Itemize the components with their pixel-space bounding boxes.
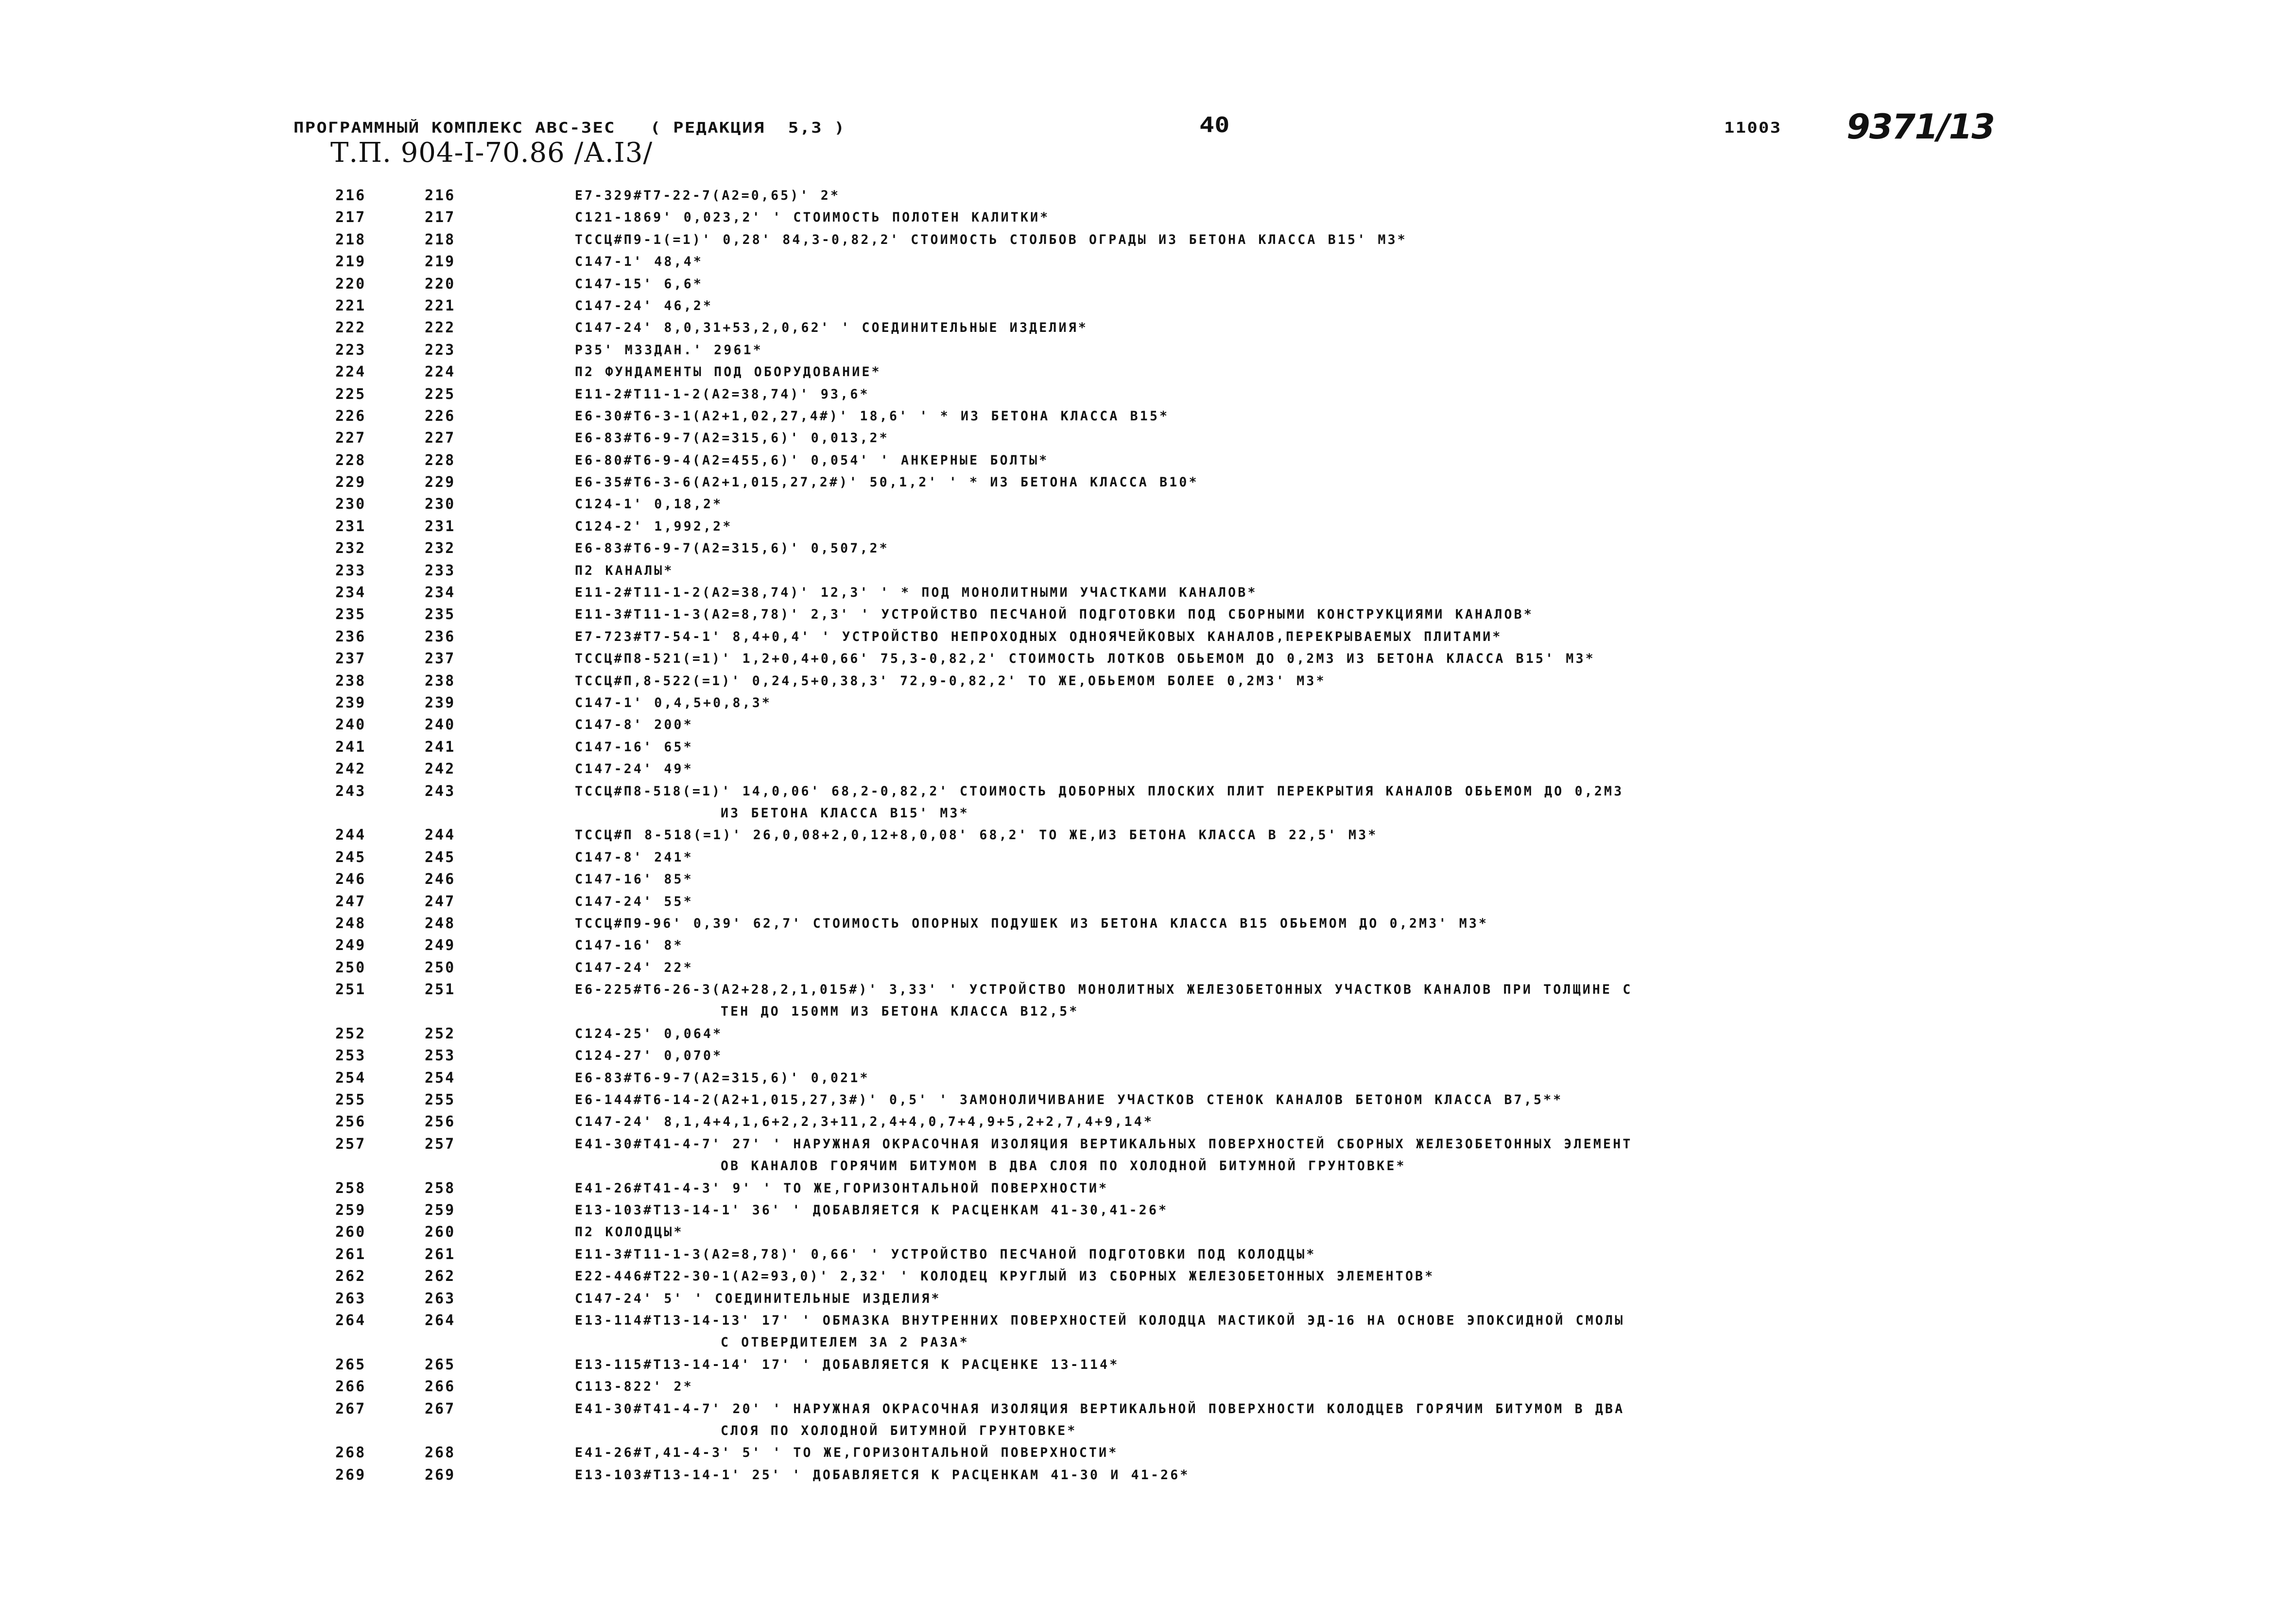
- record-text: [575, 582, 2013, 604]
- listing-row: [0, 1045, 2296, 1067]
- record-text-line: С147-24' 8,0,31+53,2,0,62' ' СОЕДИНИТЕЛЬНЫЕ ИЗДЕЛИЯ*: [575, 320, 1088, 336]
- record-number: 228: [425, 451, 456, 469]
- listing-row: [0, 758, 2296, 780]
- record-number: 251: [425, 981, 456, 999]
- line-number: 239: [335, 694, 366, 711]
- record-text: [575, 1310, 2033, 1354]
- record-text-line: С147-24' 5' ' СОЕДИНИТЕЛЬНЫЕ ИЗДЕЛИЯ*: [575, 1291, 941, 1306]
- line-number: 240: [335, 716, 366, 734]
- record-text-line: ТССЦ#П9-96' 0,39' 62,7' СТОИМОСТЬ ОПОРНЫХ ПОДУШЕК ИЗ БЕТОНА КЛАССА В15 ОБЬЕМОМ ДО 0,2М3' М3*: [575, 916, 1489, 931]
- record-text: [575, 471, 2013, 493]
- line-number: 256: [335, 1113, 366, 1131]
- record-text-line: Е13-115#Т13-14-14' 17' ' ДОБАВЛЯЕТСЯ К РАСЦЕНКЕ 13-114*: [575, 1357, 1120, 1372]
- record-text-line: Е41-26#Т41-4-3' 9' ' ТО ЖЕ,ГОРИЗОНТАЛЬНОЙ ПОВЕРХНОСТИ*: [575, 1180, 1109, 1196]
- record-number: 237: [425, 650, 456, 668]
- estimate-listing: [0, 185, 2296, 1486]
- record-text: [575, 185, 2013, 207]
- line-number: 252: [335, 1025, 366, 1042]
- record-number: 268: [425, 1444, 456, 1462]
- line-number: 249: [335, 937, 366, 954]
- record-text: [575, 648, 2013, 670]
- record-number: 220: [425, 275, 456, 293]
- record-number: 247: [425, 893, 456, 910]
- line-number: 230: [335, 496, 366, 513]
- record-number: 262: [425, 1268, 456, 1285]
- line-number: 255: [335, 1091, 366, 1109]
- record-text-line: Е6-83#Т6-9-7(А2=315,6)' 0,013,2*: [575, 431, 889, 446]
- record-number: 224: [425, 363, 456, 381]
- record-text: [575, 405, 2013, 427]
- record-number: 269: [425, 1466, 456, 1484]
- record-text-line: Е6-30#Т6-3-1(А2+1,02,27,4#)' 18,6' ' * ИЗ БЕТОНА КЛАССА В15*: [575, 408, 1170, 424]
- record-text-line: С147-24' 55*: [575, 894, 693, 909]
- record-text-line: Е11-2#Т11-1-2(А2=38,74)' 93,6*: [575, 386, 870, 402]
- record-number: 229: [425, 474, 456, 491]
- record-text-line: С124-2' 1,992,2*: [575, 518, 733, 534]
- record-number: 264: [425, 1312, 456, 1329]
- record-number: 217: [425, 209, 456, 226]
- listing-row: [0, 295, 2296, 317]
- record-text-line: С147-16' 85*: [575, 872, 693, 887]
- listing-row: [0, 979, 2296, 1023]
- listing-row: [0, 1111, 2296, 1133]
- listing-row: [0, 1288, 2296, 1310]
- record-text: [575, 824, 2013, 846]
- line-number: 245: [335, 848, 366, 866]
- record-number: 245: [425, 848, 456, 866]
- line-number: 238: [335, 672, 366, 690]
- listing-row: [0, 427, 2296, 449]
- record-text: [575, 934, 2013, 956]
- sheet-number-handwritten: 9371/13: [1847, 107, 1994, 147]
- record-number: 234: [425, 584, 456, 602]
- listing-row: [0, 516, 2296, 537]
- listing-row: [0, 361, 2296, 383]
- record-text: [575, 516, 2013, 537]
- record-text-continuation: С ОТВЕРДИТЕЛЕМ ЗА 2 РАЗА*: [721, 1335, 969, 1350]
- record-text-line: С113-822' 2*: [575, 1379, 693, 1395]
- record-text: [575, 1398, 2033, 1442]
- listing-row: [0, 736, 2296, 758]
- page-number: 40: [1199, 113, 1230, 138]
- record-number: 219: [425, 253, 456, 271]
- record-number: 256: [425, 1113, 456, 1131]
- listing-row: [0, 493, 2296, 515]
- record-text: [575, 670, 2013, 692]
- listing-row: [0, 339, 2296, 361]
- line-number: 233: [335, 562, 366, 579]
- listing-row: [0, 185, 2296, 207]
- document-code: 11003: [1724, 120, 1782, 137]
- record-number: 261: [425, 1245, 456, 1263]
- listing-row: [0, 604, 2296, 625]
- record-number: 253: [425, 1047, 456, 1065]
- record-number: 227: [425, 430, 456, 447]
- record-text-line: Е6-225#Т6-26-3(А2+28,2,1,015#)' 3,33' ' УСТРОЙСТВО МОНОЛИТНЫХ ЖЕЛЕЗОБЕТОННЫХ УЧАСТКОВ КАНАЛОВ ПРИ ТОЛЩИНЕ С: [575, 982, 1633, 998]
- line-number: 243: [335, 782, 366, 800]
- record-number: 242: [425, 760, 456, 778]
- listing-row: [0, 648, 2296, 670]
- line-number: 226: [335, 407, 366, 425]
- record-text: [575, 714, 2013, 736]
- record-number: 240: [425, 716, 456, 734]
- line-number: 250: [335, 959, 366, 976]
- record-number: 267: [425, 1400, 456, 1417]
- line-number: 225: [335, 385, 366, 403]
- record-text: [575, 604, 2013, 625]
- listing-row: [0, 1310, 2296, 1354]
- record-text: [575, 1045, 2013, 1067]
- record-text-line: С147-16' 8*: [575, 938, 684, 953]
- record-text: [575, 1376, 2013, 1398]
- record-number: 250: [425, 959, 456, 976]
- record-text-continuation: СЛОЯ ПО ХОЛОДНОЙ БИТУМНОЙ ГРУНТОВКЕ*: [721, 1423, 1077, 1438]
- record-text: [575, 537, 2013, 559]
- listing-row: [0, 560, 2296, 582]
- record-text-line: Е6-83#Т6-9-7(А2=315,6)' 0,021*: [575, 1070, 870, 1086]
- line-number: 247: [335, 893, 366, 910]
- record-number: 232: [425, 540, 456, 557]
- record-number: 263: [425, 1290, 456, 1307]
- record-number: 233: [425, 562, 456, 579]
- record-text-line: С147-15' 6,6*: [575, 276, 704, 292]
- record-number: 254: [425, 1069, 456, 1087]
- line-number: 219: [335, 253, 366, 271]
- line-number: 258: [335, 1179, 366, 1197]
- record-text: [575, 979, 2033, 1023]
- record-number: 244: [425, 827, 456, 844]
- record-text-line: С124-25' 0,064*: [575, 1026, 723, 1041]
- record-number: 225: [425, 385, 456, 403]
- record-number: 266: [425, 1378, 456, 1396]
- listing-row: [0, 273, 2296, 295]
- record-number: 221: [425, 297, 456, 314]
- listing-row: [0, 957, 2296, 979]
- line-number: 222: [335, 319, 366, 337]
- record-number: 248: [425, 915, 456, 932]
- record-text: [575, 361, 2013, 383]
- program-header: ПРОГРАММНЫЙ КОМПЛЕКС АВС-3ЕС ( РЕДАКЦИЯ 5,3 ): [293, 120, 846, 137]
- listing-row: [0, 1089, 2296, 1111]
- record-text: [575, 295, 2013, 317]
- record-text: [575, 1111, 2013, 1133]
- record-text-line: Е6-83#Т6-9-7(А2=315,6)' 0,507,2*: [575, 541, 889, 556]
- record-number: 246: [425, 871, 456, 888]
- record-text-line: Р35' МЗЗДАН.' 2961*: [575, 342, 763, 358]
- listing-row: [0, 1398, 2296, 1442]
- record-text: [575, 891, 2013, 913]
- record-number: 239: [425, 694, 456, 711]
- record-text-line: Е6-144#Т6-14-2(А2+1,015,27,3#)' 0,5' ' ЗАМОНОЛИЧИВАНИЕ УЧАСТКОВ СТЕНОК КАНАЛОВ БЕТОНОМ КЛАССА В7,5**: [575, 1092, 1563, 1108]
- listing-row: [0, 1376, 2296, 1398]
- record-text: [575, 207, 2013, 228]
- line-number: 257: [335, 1135, 366, 1153]
- line-number: 235: [335, 606, 366, 623]
- line-number: 265: [335, 1356, 366, 1373]
- listing-row: [0, 1067, 2296, 1089]
- record-number: 235: [425, 606, 456, 623]
- record-text-line: Е7-329#Т7-22-7(А2=0,65)' 2*: [575, 188, 841, 203]
- record-text-line: С124-27' 0,070*: [575, 1048, 723, 1064]
- record-text: [575, 317, 2013, 339]
- record-text-line: Е41-30#Т41-4-7' 20' ' НАРУЖНАЯ ОКРАСОЧНАЯ ИЗОЛЯЦИЯ ВЕРТИКАЛЬНОЙ ПОВЕРХНОСТИ КОЛОДЦЕВ ГОРЯЧИМ БИТУМОМ В ДВА: [575, 1401, 1625, 1417]
- record-text-line: С121-1869' 0,023,2' ' СТОИМОСТЬ ПОЛОТЕН КАЛИТКИ*: [575, 210, 1050, 225]
- record-text-line: ТССЦ#П8-521(=1)' 1,2+0,4+0,66' 75,3-0,82,2' СТОИМОСТЬ ЛОТКОВ ОБЬЕМОМ ДО 0,2М3 ИЗ БЕТОНА КЛАССА В15' М3*: [575, 651, 1595, 667]
- record-text: [575, 339, 2013, 361]
- record-number: 236: [425, 628, 456, 645]
- record-text-line: С147-1' 0,4,5+0,8,3*: [575, 695, 772, 710]
- record-text: [575, 1133, 2033, 1177]
- record-text: [575, 957, 2013, 979]
- record-text-line: Е6-35#Т6-3-6(А2+1,015,27,2#)' 50,1,2' ' * ИЗ БЕТОНА КЛАССА В10*: [575, 475, 1199, 490]
- listing-row: [0, 317, 2296, 339]
- record-text-line: П2 ФУНДАМЕНТЫ ПОД ОБОРУДОВАНИЕ*: [575, 364, 881, 380]
- record-number: 252: [425, 1025, 456, 1042]
- record-text-line: С147-8' 200*: [575, 717, 693, 733]
- record-text: [575, 868, 2013, 890]
- record-text-line: ТССЦ#П9-1(=1)' 0,28' 84,3-0,82,2' СТОИМОСТЬ СТОЛБОВ ОГРАДЫ ИЗ БЕТОНА КЛАССА В15' М3*: [575, 232, 1407, 247]
- line-number: 261: [335, 1245, 366, 1263]
- line-number: 264: [335, 1312, 366, 1329]
- listing-row: [0, 207, 2296, 228]
- line-number: 224: [335, 363, 366, 381]
- line-number: 266: [335, 1378, 366, 1396]
- project-number: Т.П. 904-I-70.86 /А.I3/: [330, 137, 653, 169]
- record-text: [575, 1244, 2013, 1265]
- listing-row: [0, 824, 2296, 846]
- record-text: [575, 913, 2013, 934]
- listing-row: [0, 1354, 2296, 1376]
- listing-row: [0, 471, 2296, 493]
- line-number: 269: [335, 1466, 366, 1484]
- record-text-line: Е6-80#Т6-9-4(А2=455,6)' 0,054' ' АНКЕРНЫЕ БОЛТЫ*: [575, 452, 1049, 468]
- record-text-line: Е13-103#Т13-14-1' 36' ' ДОБАВЛЯЕТСЯ К РАСЦЕНКАМ 41-30,41-26*: [575, 1203, 1169, 1218]
- record-text: [575, 1023, 2013, 1045]
- listing-row: [0, 1464, 2296, 1486]
- record-text: [575, 493, 2013, 515]
- record-number: 260: [425, 1224, 456, 1241]
- record-text-line: Е41-30#Т41-4-7' 27' ' НАРУЖНАЯ ОКРАСОЧНАЯ ИЗОЛЯЦИЯ ВЕРТИКАЛЬНЫХ ПОВЕРХНОСТЕЙ СБОРНЫХ ЖЕЛЕЗОБЕТОННЫХ ЭЛЕМЕНТ: [575, 1136, 1633, 1152]
- line-number: 248: [335, 915, 366, 932]
- line-number: 234: [335, 584, 366, 602]
- record-text: [575, 1067, 2013, 1089]
- record-text-line: Е11-3#Т11-1-3(А2=8,78)' 2,3' ' УСТРОЙСТВО ПЕСЧАНОЙ ПОДГОТОВКИ ПОД СБОРНЫМИ КОНСТРУКЦИЯМИ КАНАЛОВ*: [575, 607, 1534, 622]
- line-number: 221: [335, 297, 366, 314]
- record-text: [575, 427, 2013, 449]
- record-number: 241: [425, 738, 456, 756]
- line-number: 231: [335, 518, 366, 535]
- listing-row: [0, 1133, 2296, 1177]
- record-number: 223: [425, 341, 456, 359]
- line-number: 237: [335, 650, 366, 668]
- record-text-line: С147-1' 48,4*: [575, 254, 704, 270]
- record-text: [575, 1199, 2013, 1221]
- record-number: 231: [425, 518, 456, 535]
- record-text-line: П2 КАНАЛЫ*: [575, 563, 674, 578]
- listing-row: [0, 913, 2296, 934]
- record-text: [575, 560, 2013, 582]
- listing-row: [0, 449, 2296, 471]
- line-number: 253: [335, 1047, 366, 1065]
- record-text: [575, 383, 2013, 405]
- record-text-line: С147-24' 46,2*: [575, 298, 713, 313]
- line-number: 262: [335, 1268, 366, 1285]
- record-number: 218: [425, 231, 456, 248]
- line-number: 229: [335, 474, 366, 491]
- record-text-line: П2 КОЛОДЦЫ*: [575, 1225, 684, 1240]
- line-number: 220: [335, 275, 366, 293]
- record-text: [575, 1442, 2013, 1464]
- record-text: [575, 251, 2013, 273]
- listing-row: [0, 1442, 2296, 1464]
- listing-row: [0, 1199, 2296, 1221]
- listing-row: [0, 383, 2296, 405]
- listing-row: [0, 1177, 2296, 1199]
- record-text-line: Е11-3#Т11-1-3(А2=8,78)' 0,66' ' УСТРОЙСТВО ПЕСЧАНОЙ ПОДГОТОВКИ ПОД КОЛОДЦЫ*: [575, 1246, 1316, 1262]
- line-number: 228: [335, 451, 366, 469]
- record-text-line: С147-8' 241*: [575, 849, 693, 865]
- record-text: [575, 847, 2013, 868]
- listing-row: [0, 537, 2296, 559]
- line-number: 241: [335, 738, 366, 756]
- record-text-line: Е41-26#Т,41-4-3' 5' ' ТО ЖЕ,ГОРИЗОНТАЛЬНОЙ ПОВЕРХНОСТИ*: [575, 1445, 1119, 1461]
- record-text: [575, 1354, 2013, 1376]
- listing-row: [0, 847, 2296, 868]
- listing-row: [0, 1023, 2296, 1045]
- record-text-line: ТССЦ#П 8-518(=1)' 26,0,08+2,0,12+8,0,08' 68,2' ТО ЖЕ,ИЗ БЕТОНА КЛАССА В 22,5' М3*: [575, 828, 1378, 843]
- record-number: 230: [425, 496, 456, 513]
- line-number: 217: [335, 209, 366, 226]
- record-text-line: С147-16' 65*: [575, 739, 693, 755]
- record-text-line: Е22-446#Т22-30-1(А2=93,0)' 2,32' ' КОЛОДЕЦ КРУГЛЫЙ ИЗ СБОРНЫХ ЖЕЛЕЗОБЕТОННЫХ ЭЛЕМЕНТОВ*: [575, 1269, 1435, 1284]
- record-number: 257: [425, 1135, 456, 1153]
- record-number: 255: [425, 1091, 456, 1109]
- record-text-line: Е13-114#Т13-14-13' 17' ' ОБМАЗКА ВНУТРЕННИХ ПОВЕРХНОСТЕЙ КОЛОДЦА МАСТИКОЙ ЭД-16 НА ОСНОВЕ ЭПОКСИДНОЙ СМОЛЫ: [575, 1313, 1625, 1328]
- line-number: 244: [335, 827, 366, 844]
- record-text: [575, 273, 2013, 295]
- record-text: [575, 758, 2013, 780]
- line-number: 223: [335, 341, 366, 359]
- line-number: 227: [335, 430, 366, 447]
- listing-row: [0, 1265, 2296, 1287]
- record-text-line: ТССЦ#П,8-522(=1)' 0,24,5+0,38,3' 72,9-0,82,2' ТО ЖЕ,ОБЬЕМОМ БОЛЕЕ 0,2М3' М3*: [575, 673, 1326, 689]
- line-number: 268: [335, 1444, 366, 1462]
- record-text-line: С147-24' 49*: [575, 761, 693, 777]
- record-number: 222: [425, 319, 456, 337]
- record-number: 243: [425, 782, 456, 800]
- listing-row: [0, 1221, 2296, 1243]
- record-number: 258: [425, 1179, 456, 1197]
- line-number: 236: [335, 628, 366, 645]
- record-number: 259: [425, 1202, 456, 1219]
- record-text: [575, 736, 2013, 758]
- record-number: 226: [425, 407, 456, 425]
- listing-row: [0, 1244, 2296, 1265]
- record-number: 265: [425, 1356, 456, 1373]
- record-text: [575, 1089, 2013, 1111]
- record-text: [575, 692, 2013, 714]
- record-text-line: Е13-103#Т13-14-1' 25' ' ДОБАВЛЯЕТСЯ К РАСЦЕНКАМ 41-30 И 41-26*: [575, 1467, 1190, 1483]
- line-number: 232: [335, 540, 366, 557]
- record-text: [575, 229, 2013, 251]
- listing-row: [0, 582, 2296, 604]
- line-number: 246: [335, 871, 366, 888]
- record-text-line: Е11-2#Т11-1-2(А2=38,74)' 12,3' ' * ПОД МОНОЛИТНЫМИ УЧАСТКАМИ КАНАЛОВ*: [575, 585, 1258, 601]
- listing-row: [0, 714, 2296, 736]
- line-number: 263: [335, 1290, 366, 1307]
- record-text-continuation: ОВ КАНАЛОВ ГОРЯЧИМ БИТУМОМ В ДВА СЛОЯ ПО ХОЛОДНОЙ БИТУМНОЙ ГРУНТОВКЕ*: [721, 1158, 1406, 1174]
- listing-row: [0, 670, 2296, 692]
- record-text-line: С124-1' 0,18,2*: [575, 497, 723, 512]
- record-text: [575, 1221, 2013, 1243]
- listing-row: [0, 780, 2296, 825]
- line-number: 216: [335, 187, 366, 204]
- line-number: 218: [335, 231, 366, 248]
- record-number: 238: [425, 672, 456, 690]
- record-text: [575, 449, 2013, 471]
- record-text: [575, 626, 2013, 648]
- record-text-line: С147-24' 8,1,4+4,1,6+2,2,3+11,2,4+4,0,7+4,9+5,2+2,7,4+9,14*: [575, 1114, 1154, 1130]
- listing-row: [0, 626, 2296, 648]
- listing-row: [0, 405, 2296, 427]
- record-number: 249: [425, 937, 456, 954]
- record-text-line: ТССЦ#П8-518(=1)' 14,0,06' 68,2-0,82,2' СТОИМОСТЬ ДОБОРНЫХ ПЛОСКИХ ПЛИТ ПЕРЕКРЫТИЯ КАНАЛОВ ОБЬЕМОМ ДО 0,2М3: [575, 783, 1624, 799]
- line-number: 267: [335, 1400, 366, 1417]
- line-number: 242: [335, 760, 366, 778]
- record-text: [575, 1464, 2013, 1486]
- record-text-line: Е7-723#Т7-54-1' 8,4+0,4' ' УСТРОЙСТВО НЕПРОХОДНЫХ ОДНОЯЧЕЙКОВЫХ КАНАЛОВ,ПЕРЕКРЫВАЕМЫХ ПЛИТАМИ*: [575, 629, 1502, 644]
- record-text-continuation: ТЕН ДО 150ММ ИЗ БЕТОНА КЛАССА В12,5*: [721, 1004, 1079, 1019]
- record-text: [575, 1177, 2013, 1199]
- line-number: 259: [335, 1202, 366, 1219]
- listing-row: [0, 891, 2296, 913]
- line-number: 260: [335, 1224, 366, 1241]
- listing-row: [0, 934, 2296, 956]
- listing-row: [0, 692, 2296, 714]
- listing-row: [0, 868, 2296, 890]
- listing-row: [0, 229, 2296, 251]
- record-text-line: С147-24' 22*: [575, 960, 693, 975]
- record-text: [575, 780, 2033, 825]
- record-text: [575, 1265, 2013, 1287]
- record-number: 216: [425, 187, 456, 204]
- record-text-continuation: ИЗ БЕТОНА КЛАССА В15' М3*: [721, 805, 969, 821]
- line-number: 254: [335, 1069, 366, 1087]
- record-text: [575, 1288, 2013, 1310]
- listing-row: [0, 251, 2296, 273]
- line-number: 251: [335, 981, 366, 999]
